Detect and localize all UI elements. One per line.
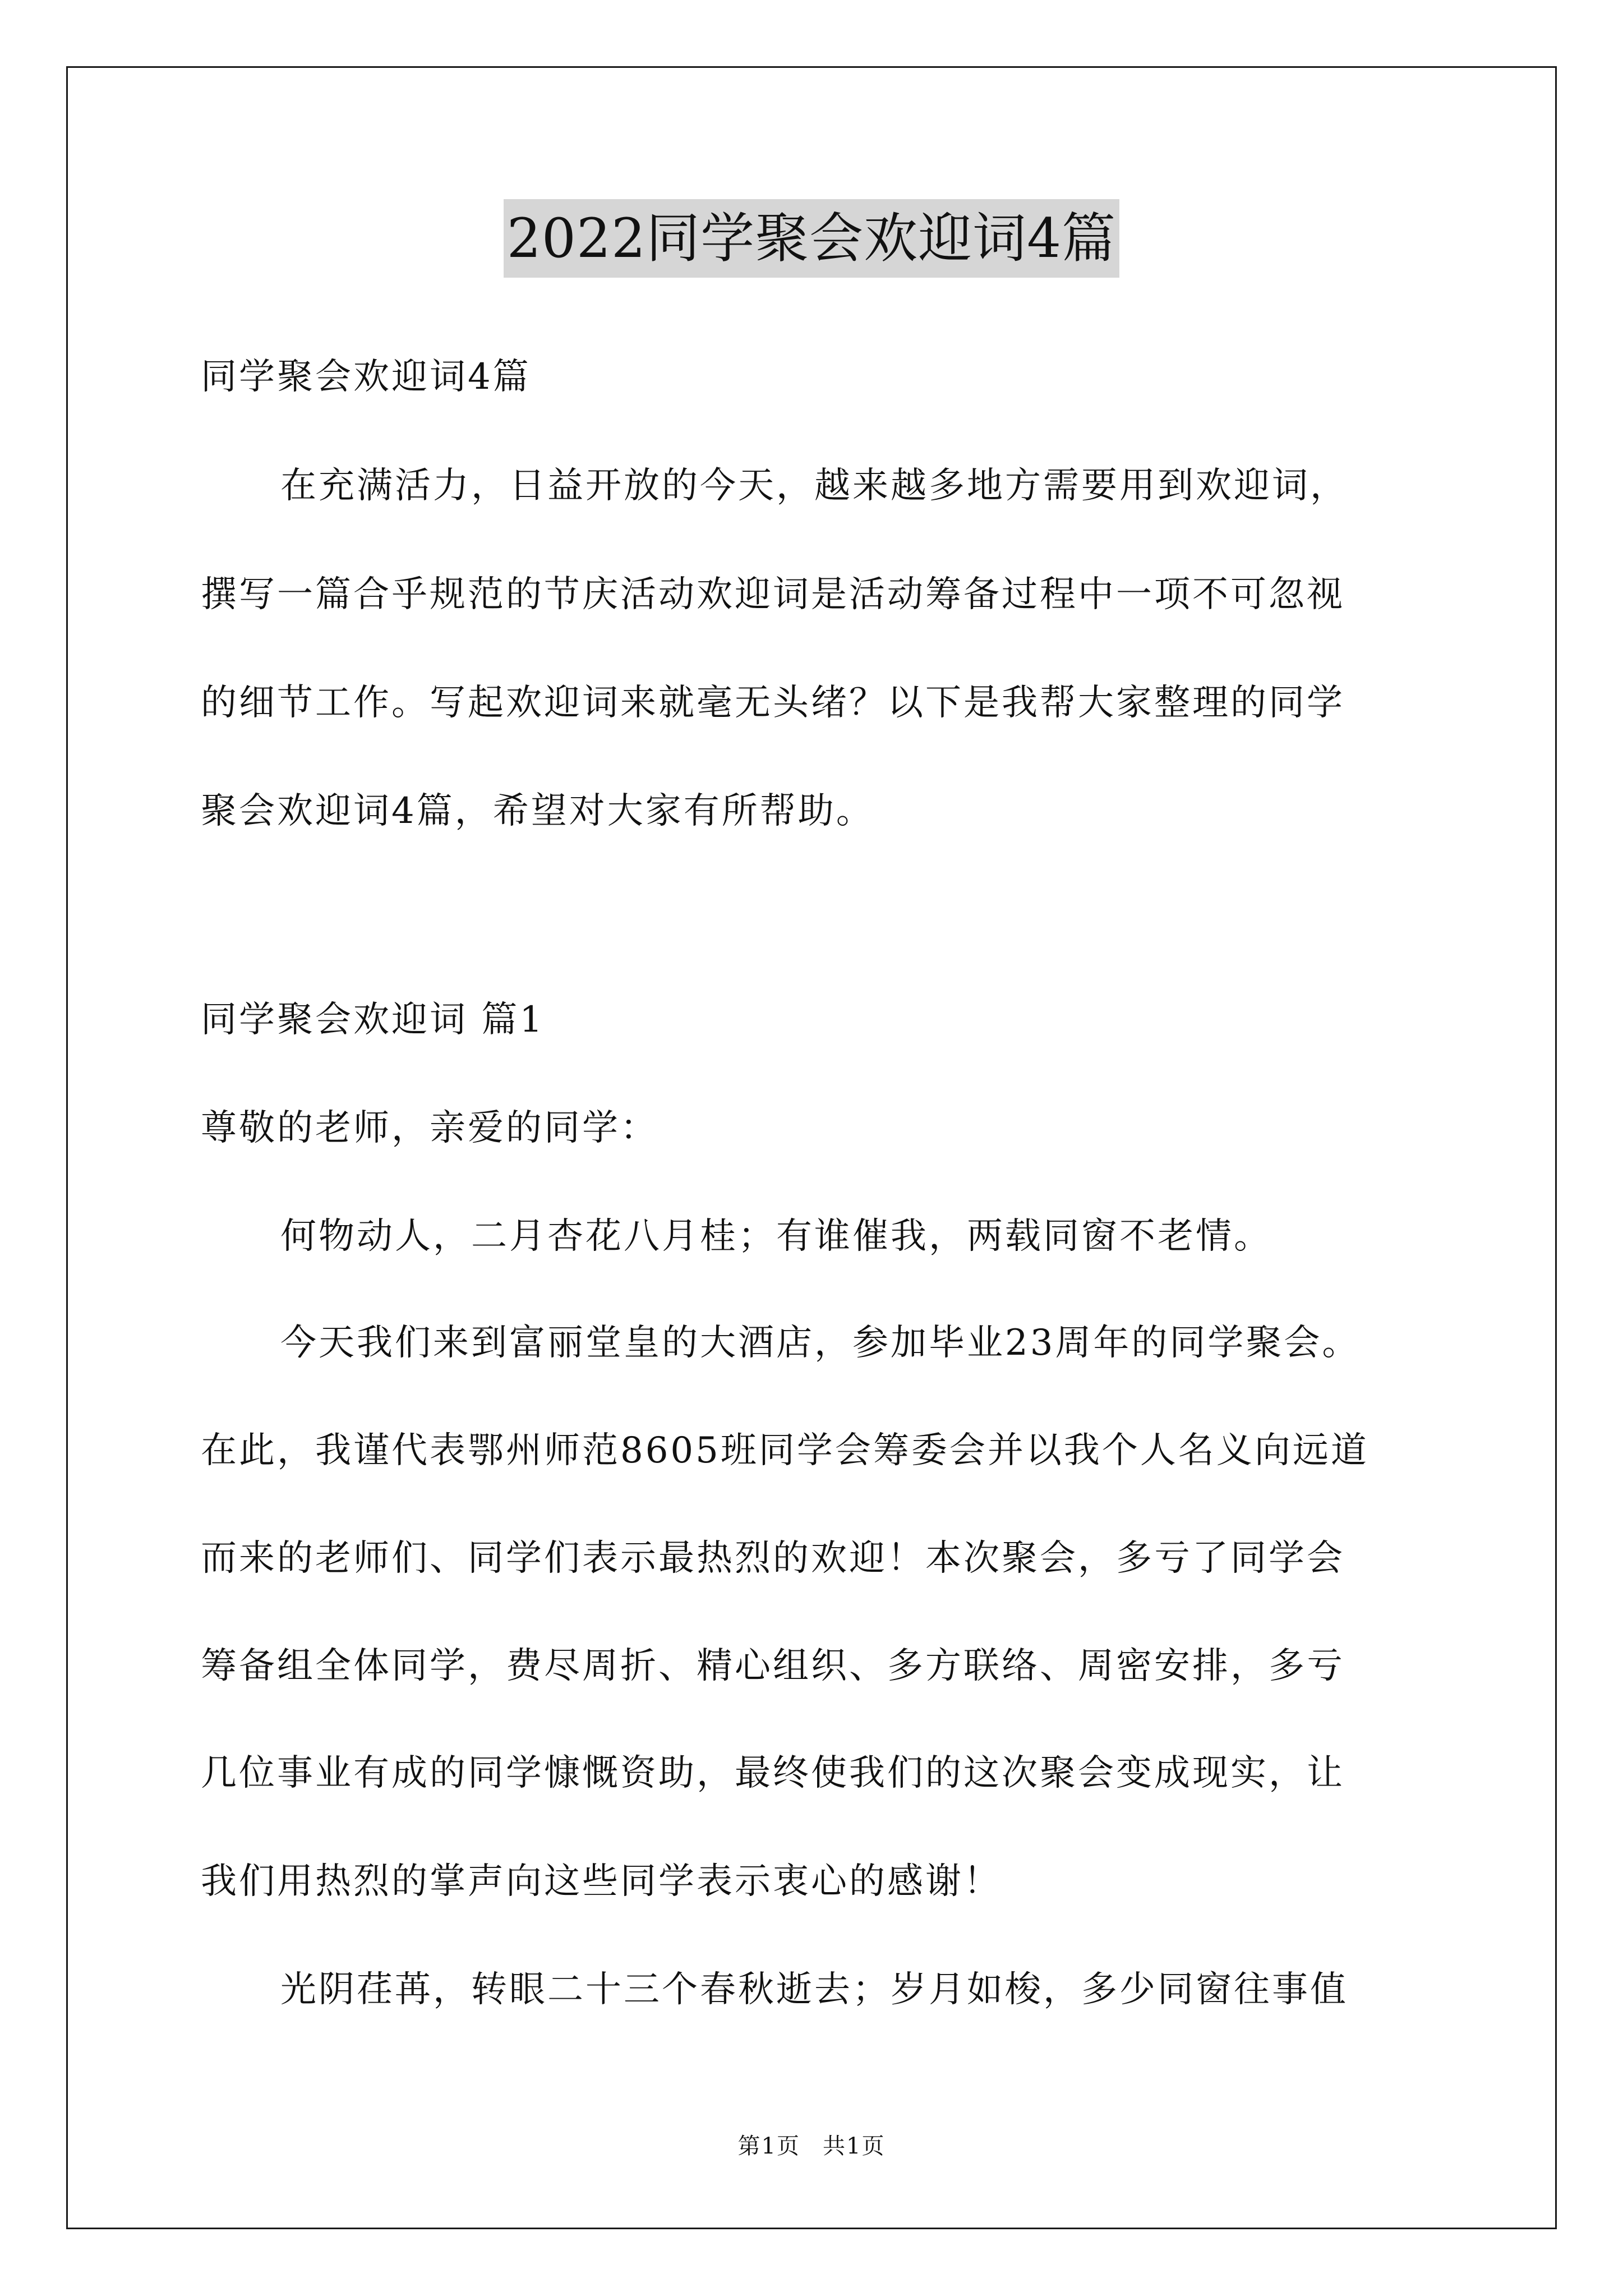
paragraph1-line-3: 而来的老师们、同学们表示最热烈的欢迎！本次聚会，多亏了同学会: [201, 1538, 1345, 1579]
paragraph1-line-6: 我们用热烈的掌声向这些同学表示衷心的感谢！: [201, 1861, 1002, 1902]
title-container: [0, 199, 1623, 278]
document-title: 2022同学聚会欢迎词4篇: [504, 199, 1119, 278]
section-heading: 同学聚会欢迎词 篇1: [201, 999, 545, 1041]
poem-line: 何物动人，二月杏花八月桂；有谁催我，两载同窗不老情。: [280, 1216, 1272, 1257]
page-number: 第1页: [737, 2133, 800, 2159]
paragraph1-line-4: 筹备组全体同学，费尽周折、精心组织、多方联络、周密安排，多亏: [201, 1645, 1345, 1687]
intro-line-3: 的细节工作。写起欢迎词来就毫无头绪？以下是我帮大家整理的同学: [201, 682, 1345, 724]
intro-line-1: 在充满活力，日益开放的今天，越来越多地方需要用到欢迎词，: [280, 465, 1348, 507]
page-total: 共1页: [823, 2133, 886, 2159]
intro-line-4: 聚会欢迎词4篇，希望对大家有所帮助。: [201, 790, 874, 832]
intro-line-2: 撰写一篇合乎规范的节庆活动欢迎词是活动筹备过程中一项不可忽视: [201, 574, 1345, 615]
paragraph1-line-2: 在此，我谨代表鄂州师范8605班同学会筹委会并以我个人名义向远道: [201, 1430, 1369, 1471]
salutation: 尊敬的老师，亲爱的同学：: [201, 1107, 658, 1149]
paragraph1-line-1: 今天我们来到富丽堂皇的大酒店，参加毕业23周年的同学聚会。: [280, 1322, 1361, 1364]
paragraph1-line-5: 几位事业有成的同学慷慨资助，最终使我们的这次聚会变成现实，让: [201, 1752, 1345, 1794]
subtitle: 同学聚会欢迎词4篇: [201, 356, 531, 398]
paragraph2-line-1: 光阴荏苒，转眼二十三个春秋逝去；岁月如梭，多少同窗往事值: [280, 1969, 1348, 2010]
page-footer: [0, 2129, 1623, 2163]
